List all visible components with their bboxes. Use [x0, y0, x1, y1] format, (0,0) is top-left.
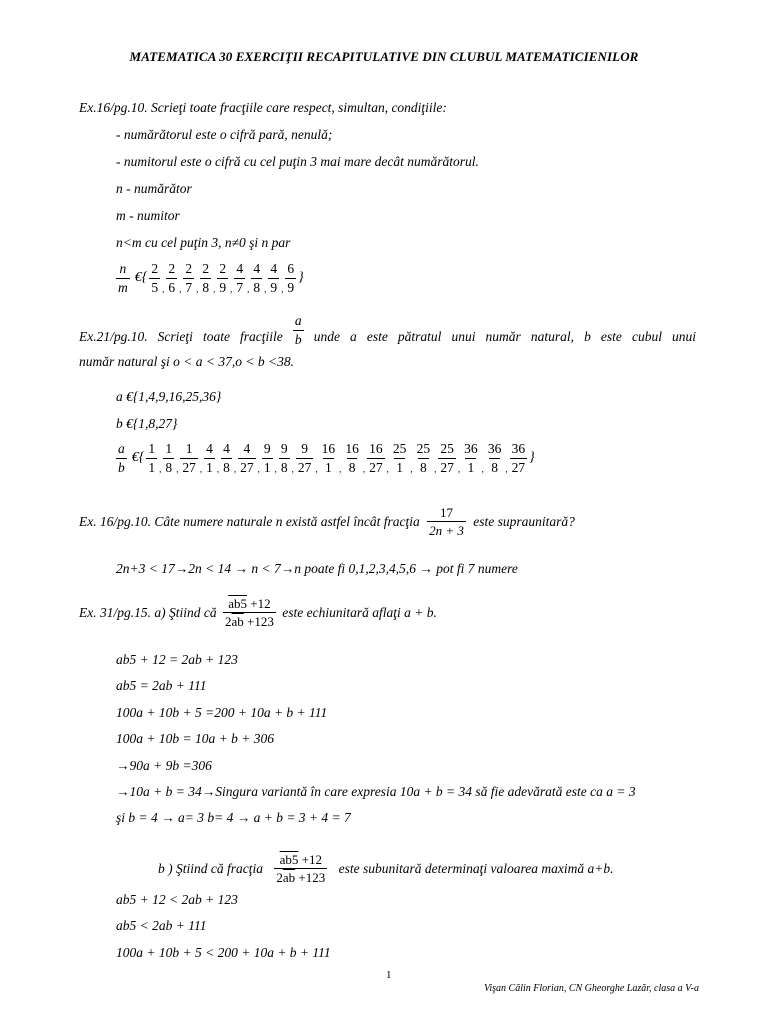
ex2-separator: ,: [199, 464, 203, 474]
ex1-heading: Ex.16/pg.10. Scrieţi toate fracţiile care respect, simultan, condiţiile:: [79, 100, 447, 115]
ex2-separator: ,: [216, 464, 220, 474]
ex2-fraction: $\frac{4}{27}$: [240, 441, 254, 475]
ex2-fraction: $\frac{25}{27}$: [440, 441, 454, 475]
ex2-heading: Ex.21/pg.10. Scrieţi toate fracţiile $\frac{a}{b}$ unde a este pătratul unui număr natural, b este cubul unui: [79, 313, 697, 347]
ex2-fraction: $\frac{25}{1}$: [392, 441, 407, 475]
ex2-separator: ,: [362, 464, 366, 474]
ex2-fraction: $\frac{36}{8}$: [487, 441, 502, 475]
ex1-fraction: $\frac{2}{6}$: [168, 261, 176, 295]
ex1-rule: n<m cu cel puţin 3, n≠0 şi n par: [116, 235, 291, 250]
ex4b-step-1: ab5 + 12 < 2ab + 123: [116, 892, 238, 907]
ex2-fraction: $\frac{16}{27}$: [369, 441, 383, 475]
ex2-fraction: $\frac{16}{8}$: [345, 441, 359, 475]
ex3-heading: Ex. 16/pg.10. Câte numere naturale n există astfel încât fracţia $\frac{17}{2n + 3}$ este supraunitară?: [79, 505, 575, 538]
ex2-a-set: a €{1,4,9,16,25,36}: [116, 389, 222, 404]
page-title: MATEMATICA 30 EXERCIŢII RECAPITULATIVE DIN CLUBUL MATEMATICIENILOR: [129, 49, 639, 64]
ex4b-heading-fraction: $\frac{ab5 +12}{2\overline{ab} +123}$: [276, 852, 326, 885]
ex2-fraction: $\frac{16}{1}$: [321, 441, 336, 475]
ex2-fraction: $\frac{4}{8}$: [223, 441, 230, 475]
ex2-fraction: $\frac{1}{27}$: [182, 441, 196, 475]
ex1-separator: ,: [264, 284, 267, 294]
ex1-separator: ,: [162, 284, 165, 294]
ex2-separator: ,: [257, 464, 260, 474]
ex4b-heading: b ) Ştiind că fracţia $\frac{ab5 +12}{2\overline{ab} +123}$ este subunitară determinaţi valoarea maximă a+b.: [158, 852, 614, 885]
ex4-step-4: 100a + 10b = 10a + b + 306: [116, 731, 274, 746]
ex2-heading-line2: număr natural şi o < a < 37,o < b <38.: [79, 354, 294, 369]
ex1-separator: ,: [196, 284, 199, 294]
ex1-condition-2: - numitorul este o cifră cu cel puţin 3 mai mare decât numărătorul.: [116, 154, 479, 169]
ex1-fraction: $\frac{2}{7}$: [185, 261, 193, 295]
ex4-step-1: ab5 + 12 = 2ab + 123: [116, 652, 238, 667]
ex1-separator: ,: [179, 284, 182, 294]
ex2-separator: ,: [315, 464, 318, 474]
ex1-fraction: $\frac{2}{9}$: [219, 261, 227, 295]
ex2-fraction-list: [146, 442, 527, 474]
ex3-heading-fraction: $\frac{17}{2n + 3}$: [429, 505, 464, 538]
ex4b-step-3: 100a + 10b + 5 < 200 + 10a + b + 111: [116, 945, 331, 960]
ex4-heading-fraction: $\frac{ab5 +12}{2\overline{ab} +123}$: [224, 596, 274, 629]
page-footer: Vişan Călin Florian, CN Gheorghe Lazăr, clasa a V-a: [484, 983, 700, 994]
ex4-step-3: 100a + 10b + 5 =200 + 10a + b + 111: [116, 705, 328, 720]
ex2-separator: ,: [457, 464, 461, 474]
ex2-lhs-fraction: $\frac{a}{b}$: [118, 441, 125, 475]
ex1-fraction: $\frac{6}{9}$: [287, 261, 295, 295]
ex1-separator: ,: [247, 284, 250, 294]
ex4-step-6: →10a + b = 34→Singura variantă în care expresia 10a + b = 34 să fie adevărată este ca a = 3: [116, 784, 636, 799]
ex2-separator: ,: [410, 464, 413, 474]
ex1-separator: ,: [281, 284, 284, 294]
ex2-separator: ,: [176, 464, 179, 474]
ex4-step-2: ab5 = 2ab + 111: [116, 678, 207, 693]
ex2-separator: ,: [386, 464, 389, 474]
ex1-fraction: $\frac{4}{9}$: [270, 261, 278, 295]
ex2-separator: ,: [481, 464, 484, 474]
ex2-fraction: $\frac{1}{8}$: [165, 441, 173, 475]
ex3-solution: 2n+3 < 17→2n < 14 → n < 7→n poate fi 0,1,2,3,4,5,6 → pot fi 7 numere: [116, 561, 518, 576]
ex2-fraction: $\frac{25}{8}$: [416, 441, 431, 475]
ex2-separator: ,: [505, 464, 508, 474]
ex1-fraction: $\frac{2}{5}$: [151, 261, 159, 295]
ex1-fraction: $\frac{4}{8}$: [253, 261, 261, 295]
ex2-membership: €{: [131, 450, 145, 465]
ex1-m-definition: m - numitor: [116, 208, 180, 223]
ex2-heading-fraction: $\frac{a}{b}$: [294, 313, 302, 347]
ex2-fraction: $\frac{36}{1}$: [464, 441, 478, 475]
ex2-fraction: $\frac{9}{27}$: [297, 441, 312, 475]
ex2-separator: ,: [233, 464, 237, 474]
ex2-fraction: $\frac{36}{27}$: [511, 441, 526, 475]
ex2-fraction-set: $\frac{a}{b}$ €{ $\frac{1}{1}$ , $\frac{1}{8}$ , $\frac{1}{27}$ , $\frac{4}{1}$ , $\frac{4}{8}$ , $\frac{4}{27}$ , $\frac{9}{1}$ , $\frac{9}{8}$ , $\frac{9}{27}$ , $\frac{16}{1}$ , $\frac{16}{8}$ , $\frac{16}{27}$ , $\frac{25}{1}$ , $\frac{25}{8}$ , $\frac{25}{27}$ , $\frac{36}{1}$ , $\frac{36}{8}$ , $\frac{36}{27}$ }: [118, 441, 535, 475]
ex2-separator: ,: [159, 464, 162, 474]
ex1-fraction: $\frac{4}{7}$: [236, 261, 244, 295]
ex1-separator: ,: [213, 284, 216, 294]
ex2-fraction: $\frac{9}{1}$: [263, 441, 271, 475]
ex1-membership: €{: [134, 270, 148, 285]
ex4-heading: Ex. 31/pg.15. a) Ştiind că $\frac{ab5 +12}{2\overline{ab} +123}$ este echiunitară aflaţi a + b.: [79, 596, 437, 629]
ex2-fraction: $\frac{9}{8}$: [280, 441, 288, 475]
ex2-separator: ,: [291, 464, 294, 474]
ex4-step-7: şi b = 4 → a= 3 b= 4 → a + b = 3 + 4 = 7: [116, 810, 351, 825]
ex2-separator: ,: [434, 464, 437, 474]
ex1-lhs-fraction: $\frac{n}{m}$: [118, 261, 128, 295]
ex1-separator: ,: [230, 284, 233, 294]
ex2-separator: ,: [339, 464, 342, 474]
ex4-step-5: →90a + 9b =306: [116, 758, 212, 773]
ex2-separator: ,: [274, 464, 277, 474]
ex1-fraction: $\frac{2}{8}$: [202, 261, 210, 295]
ex1-condition-1: - numărătorul este o cifră pară, nenulă;: [116, 127, 333, 142]
ex1-n-definition: n - numărător: [116, 181, 192, 196]
page-number: 1: [386, 969, 392, 981]
ex1-fraction-list: [149, 262, 296, 294]
ex2-b-set: b €{1,8,27}: [116, 416, 178, 431]
ex1-fraction-set: $\frac{n}{m}$ €{ $\frac{2}{5}$ , $\frac{2}{6}$ , $\frac{2}{7}$ , $\frac{2}{8}$ , $\frac{2}{9}$ , $\frac{4}{7}$ , $\frac{4}{8}$ , $\frac{4}{9}$ , $\frac{6}{9}$ }: [118, 261, 304, 295]
ex2-fraction: $\frac{1}{1}$: [148, 441, 156, 475]
ex2-fraction: $\frac{4}{1}$: [206, 441, 213, 475]
ex4b-step-2: ab5 < 2ab + 111: [116, 918, 207, 933]
